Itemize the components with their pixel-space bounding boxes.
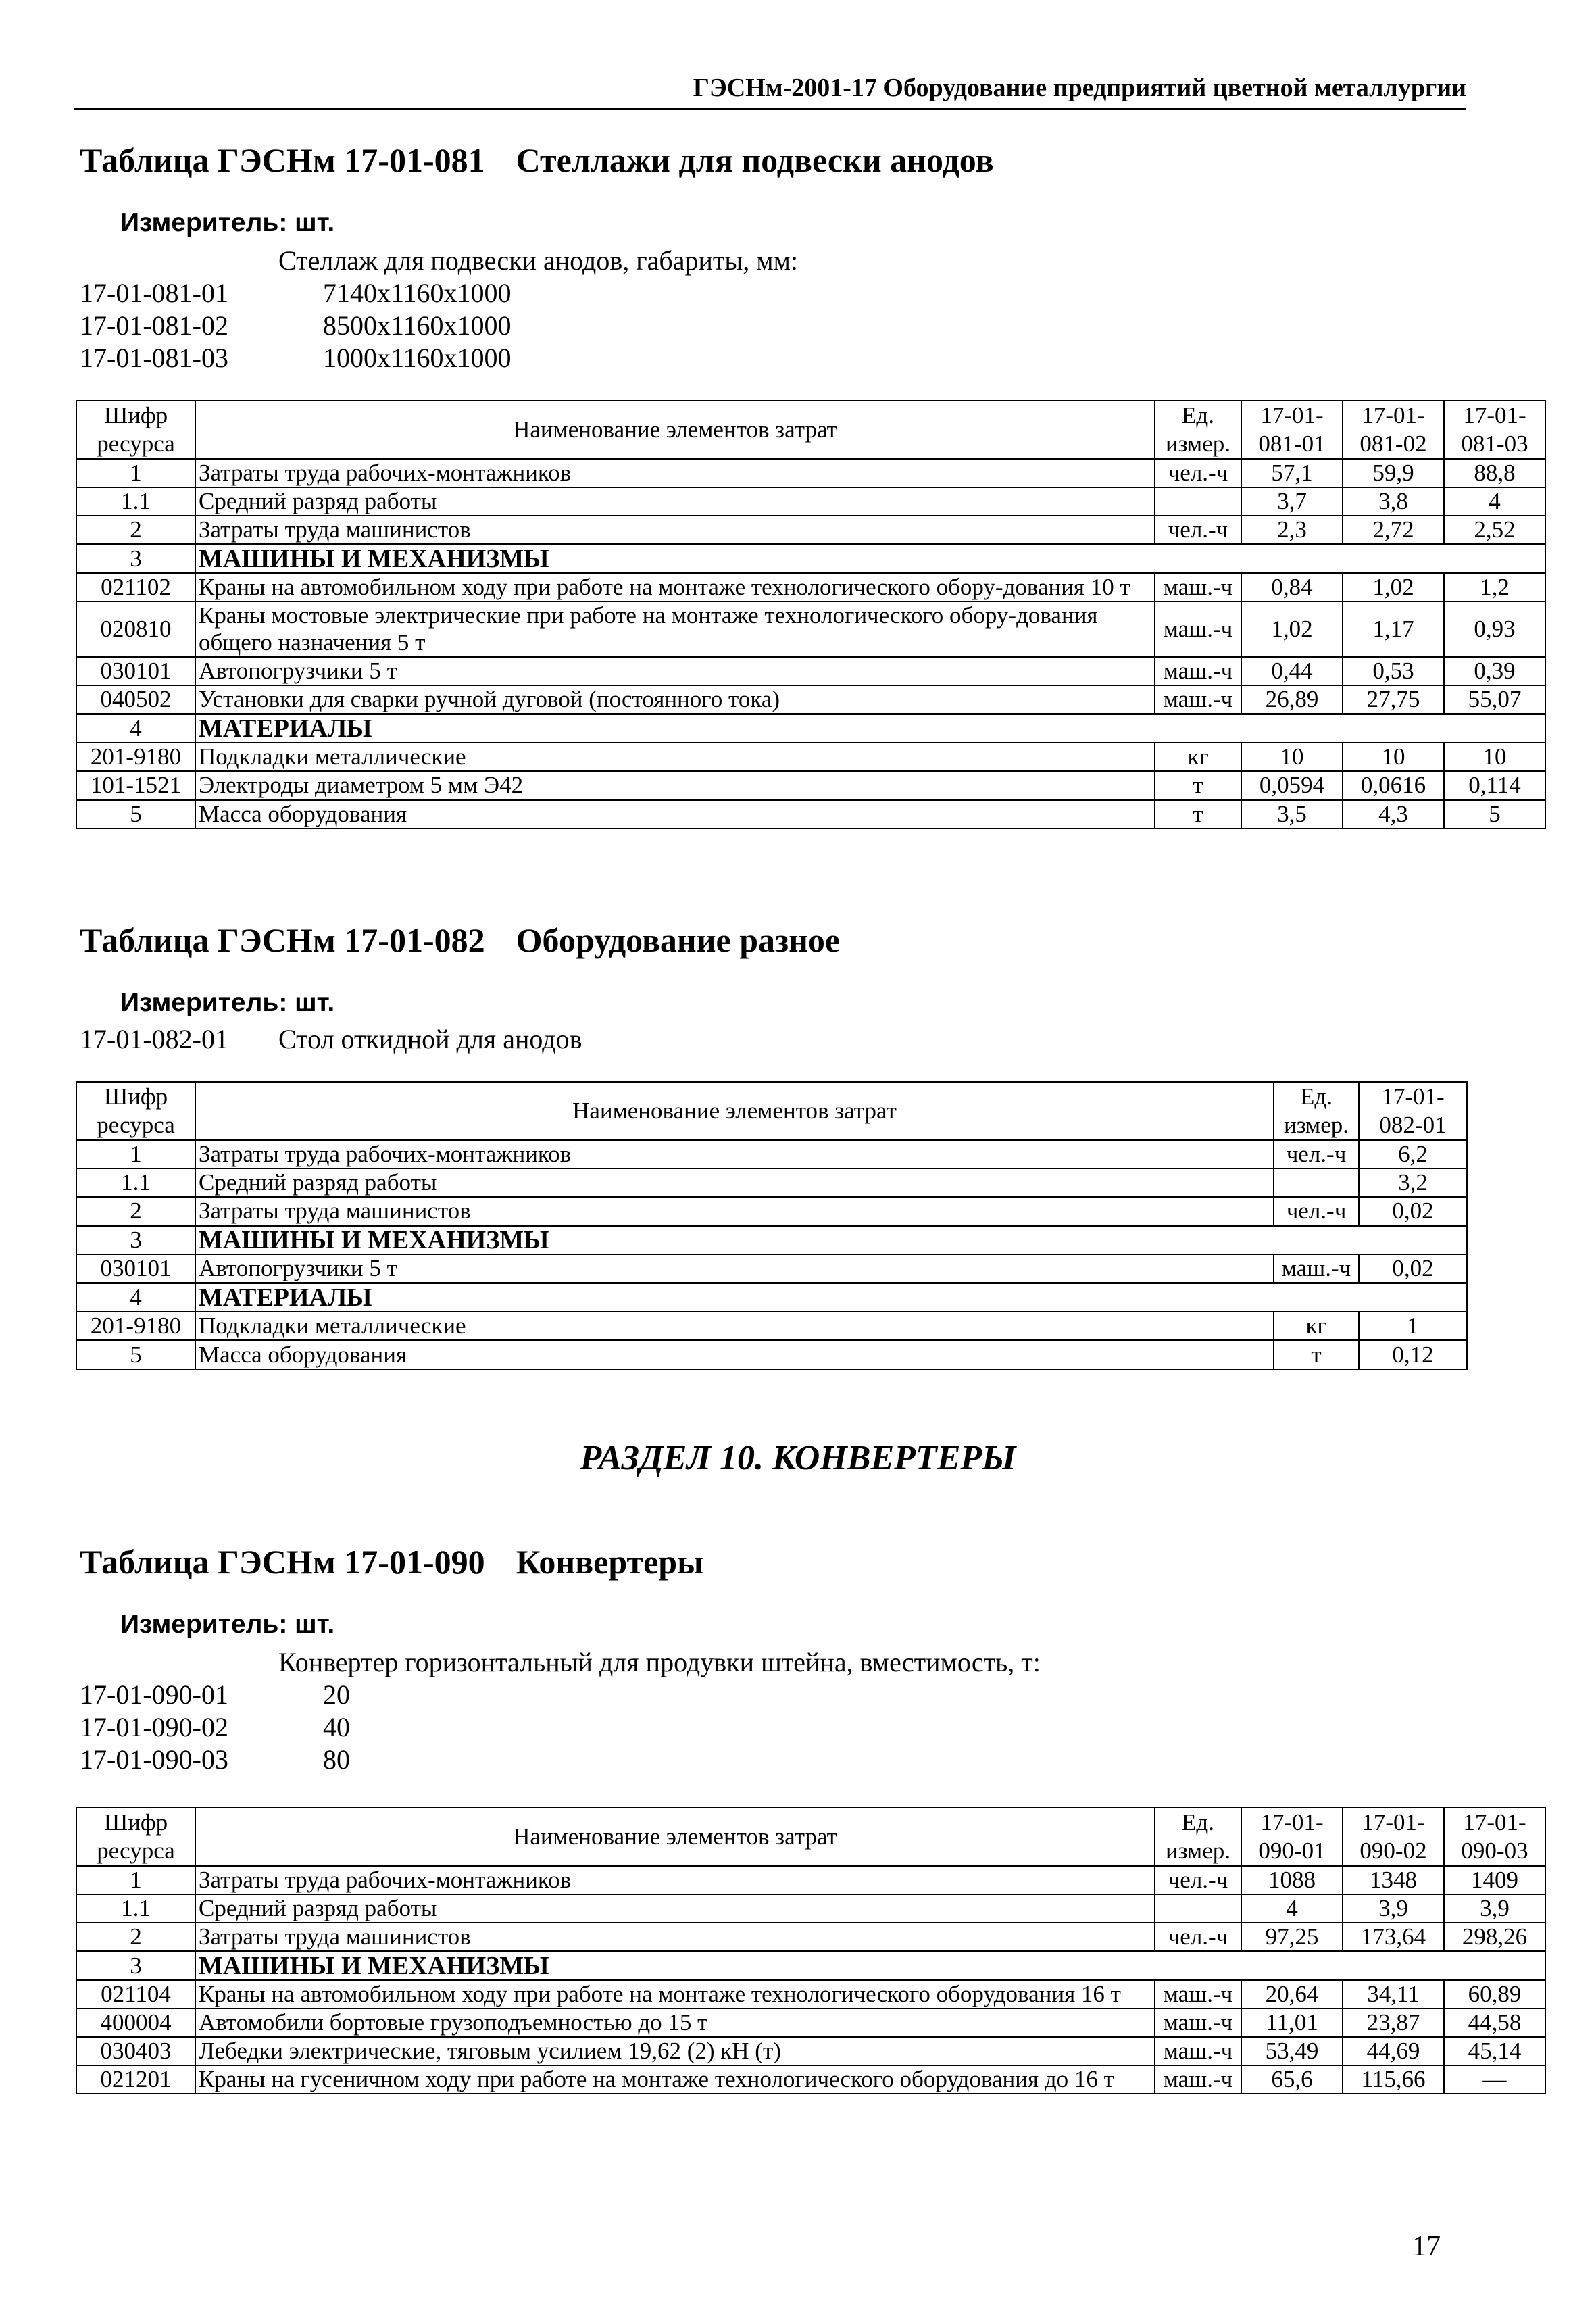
cell-value: 1,17: [1343, 601, 1444, 657]
cell-unit: маш.-ч: [1155, 685, 1241, 714]
table-082-body: [76, 1140, 1467, 1369]
cell-name: Автомобили бортовые грузоподъемностью до 15 т: [195, 2009, 1155, 2037]
cell-cipher: 1: [76, 1866, 195, 1894]
cell-unit: маш.-ч: [1155, 2009, 1241, 2037]
cell-value: 45,14: [1444, 2037, 1545, 2065]
cell-unit: чел.-ч: [1155, 1866, 1241, 1894]
cell-cipher: 040502: [76, 685, 195, 714]
cell-name: Лебедки электрические, тяговым усилием 19,62 (2) кН (т): [195, 2037, 1155, 2065]
table-081-variant-value: 1000x1160x1000: [323, 343, 512, 373]
table-081-title-code: Таблица ГЭСНм 17-01-081: [80, 141, 485, 179]
cell-value: 97,25: [1241, 1923, 1343, 1952]
cell-name: Масса оборудования: [195, 1341, 1274, 1370]
cell-value: 10: [1343, 743, 1444, 771]
table-090-unit: Измеритель: шт.: [120, 1610, 335, 1639]
table-090-variant-code: 17-01-090-02: [80, 1712, 228, 1742]
table-row: [76, 685, 1545, 714]
cell-name: Затраты труда машинистов: [195, 1923, 1155, 1952]
cell-name: Автопогрузчики 5 т: [195, 1254, 1274, 1283]
table-row: [76, 1168, 1467, 1197]
cell-unit: [1274, 1168, 1359, 1197]
cell-cipher: 201-9180: [76, 1312, 195, 1341]
table-081-title: [80, 141, 994, 180]
cell-cipher: 3: [76, 545, 195, 574]
table-row: [76, 516, 1545, 545]
cell-value: 1: [1359, 1312, 1467, 1341]
cell-unit: чел.-ч: [1155, 459, 1241, 487]
table-081-unit: Измеритель: шт.: [120, 208, 335, 237]
section-row: [76, 1952, 1545, 1981]
col-header-cipher: Шифр ресурса: [76, 1082, 195, 1140]
cell-cipher: 1: [76, 459, 195, 487]
cell-value: 4,3: [1343, 800, 1444, 829]
section-row: [76, 1226, 1467, 1255]
cell-unit: маш.-ч: [1155, 2065, 1241, 2094]
header-rule: [74, 108, 1466, 110]
cell-value: 1348: [1343, 1866, 1444, 1894]
cell-value: 3,2: [1359, 1168, 1467, 1197]
table-090-grid: [76, 1807, 1546, 2094]
cell-unit: кг: [1274, 1312, 1359, 1341]
cell-unit: т: [1155, 771, 1241, 800]
cell-value: 1409: [1444, 1866, 1545, 1894]
cell-cipher: 2: [76, 516, 195, 545]
table-row: [76, 1923, 1545, 1952]
table-090-variant-value: 20: [323, 1679, 350, 1710]
cell-name: Краны мостовые электрические при работе на монтаже технологического обору-дования общего назначения 5 т: [195, 601, 1155, 657]
cell-value: 0,114: [1444, 771, 1545, 800]
cell-value: 1088: [1241, 1866, 1343, 1894]
col-header-value: 17-01-081-02: [1343, 401, 1444, 459]
cell-section-name: МАШИНЫ И МЕХАНИЗМЫ: [195, 545, 1545, 574]
cell-name: Электроды диаметром 5 мм Э42: [195, 771, 1155, 800]
cell-value: 0,84: [1241, 573, 1343, 601]
cell-value: 0,0594: [1241, 771, 1343, 800]
cell-name: Средний разряд работы: [195, 487, 1155, 516]
cell-cipher: 030403: [76, 2037, 195, 2065]
table-row: [76, 800, 1545, 829]
cell-cipher: 030101: [76, 1254, 195, 1283]
table-081-variant-value: 8500x1160x1000: [323, 310, 512, 341]
cell-value: 0,53: [1343, 657, 1444, 685]
cell-value: 65,6: [1241, 2065, 1343, 2094]
cell-cipher: 020810: [76, 601, 195, 657]
table-081-body: [76, 459, 1545, 829]
section-title: РАЗДЕЛ 10. КОНВЕРТЕРЫ: [580, 1439, 1016, 1477]
table-row: [76, 1312, 1467, 1341]
col-header-value: 17-01-082-01: [1359, 1082, 1467, 1140]
cell-cipher: 2: [76, 1923, 195, 1952]
table-090-variant-value: 80: [323, 1744, 350, 1775]
cell-value: 3,5: [1241, 800, 1343, 829]
cell-value: 0,44: [1241, 657, 1343, 685]
cell-value: 3,9: [1343, 1894, 1444, 1923]
cell-unit: маш.-ч: [1274, 1254, 1359, 1283]
cell-value: 0,39: [1444, 657, 1545, 685]
table-090-title-code: Таблица ГЭСНм 17-01-090: [80, 1543, 485, 1581]
table-row: [76, 771, 1545, 800]
table-row: [76, 1341, 1467, 1370]
table-header-row: [76, 401, 1545, 459]
cell-cipher: 021104: [76, 1980, 195, 2009]
cell-value: 0,0616: [1343, 771, 1444, 800]
cell-cipher: 030101: [76, 657, 195, 685]
table-081-variant-code: 17-01-081-03: [80, 343, 228, 373]
cell-value: 4: [1444, 487, 1545, 516]
cell-unit: [1155, 1894, 1241, 1923]
table-081-variant-code: 17-01-081-02: [80, 310, 228, 341]
table-090-title-name: Конвертеры: [516, 1543, 704, 1581]
cell-name: Автопогрузчики 5 т: [195, 657, 1155, 685]
table-090-variant-value: 40: [323, 1712, 350, 1742]
cell-cipher: 4: [76, 1283, 195, 1312]
col-header-name: Наименование элементов затрат: [195, 1082, 1274, 1140]
table-row: [76, 657, 1545, 685]
cell-value: 55,07: [1444, 685, 1545, 714]
table-081-grid: [76, 400, 1546, 829]
table-row: [76, 1140, 1467, 1168]
page-number: 17: [1412, 2231, 1441, 2262]
cell-value: 59,9: [1343, 459, 1444, 487]
cell-unit: [1155, 487, 1241, 516]
cell-unit: чел.-ч: [1274, 1197, 1359, 1226]
table-082-title: [80, 920, 840, 960]
cell-name: Масса оборудования: [195, 800, 1155, 829]
cell-value: 298,26: [1444, 1923, 1545, 1952]
cell-section-name: МАШИНЫ И МЕХАНИЗМЫ: [195, 1952, 1545, 1981]
cell-cipher: 1: [76, 1140, 195, 1168]
table-090-variant-code: 17-01-090-03: [80, 1744, 228, 1775]
cell-name: Затраты труда машинистов: [195, 1197, 1274, 1226]
table-082-grid: [76, 1081, 1468, 1370]
col-header-unit: Ед. измер.: [1155, 1808, 1241, 1866]
col-header-cipher: Шифр ресурса: [76, 401, 195, 459]
table-row: [76, 1894, 1545, 1923]
table-header-row: [76, 1082, 1467, 1140]
cell-value: 20,64: [1241, 1980, 1343, 2009]
cell-value: 3,9: [1444, 1894, 1545, 1923]
cell-cipher: 3: [76, 1952, 195, 1981]
cell-value: 44,69: [1343, 2037, 1444, 2065]
cell-unit: маш.-ч: [1155, 1980, 1241, 2009]
cell-cipher: 1.1: [76, 1168, 195, 1197]
col-header-name: Наименование элементов затрат: [195, 401, 1155, 459]
table-090-title: [80, 1542, 703, 1581]
cell-value: 34,11: [1343, 1980, 1444, 2009]
cell-unit: чел.-ч: [1155, 1923, 1241, 1952]
cell-section-name: МАТЕРИАЛЫ: [195, 1283, 1467, 1312]
cell-value: 0,02: [1359, 1197, 1467, 1226]
table-row: [76, 743, 1545, 771]
cell-value: 23,87: [1343, 2009, 1444, 2037]
cell-cipher: 1.1: [76, 1894, 195, 1923]
cell-cipher: 5: [76, 1341, 195, 1370]
cell-value: 5: [1444, 800, 1545, 829]
cell-cipher: 201-9180: [76, 743, 195, 771]
cell-unit: т: [1274, 1341, 1359, 1370]
section-row: [76, 714, 1545, 743]
cell-value: 88,8: [1444, 459, 1545, 487]
cell-cipher: 5: [76, 800, 195, 829]
section-row: [76, 1283, 1467, 1312]
cell-unit: маш.-ч: [1155, 573, 1241, 601]
table-090-desc: Конвертер горизонтальный для продувки штейна, вместимость, т:: [278, 1647, 1041, 1677]
cell-cipher: 021201: [76, 2065, 195, 2094]
cell-section-name: МАШИНЫ И МЕХАНИЗМЫ: [195, 1226, 1467, 1255]
col-header-name: Наименование элементов затрат: [195, 1808, 1155, 1866]
cell-cipher: 101-1521: [76, 771, 195, 800]
cell-value: 0,12: [1359, 1341, 1467, 1370]
table-082-title-name: Оборудование разное: [516, 921, 841, 959]
table-row: [76, 487, 1545, 516]
cell-cipher: 021102: [76, 573, 195, 601]
cell-value: 1,02: [1343, 573, 1444, 601]
cell-name: Затраты труда рабочих-монтажников: [195, 1140, 1274, 1168]
cell-unit: маш.-ч: [1155, 2037, 1241, 2065]
cell-value: 4: [1241, 1894, 1343, 1923]
cell-value: 10: [1444, 743, 1545, 771]
cell-value: 3,8: [1343, 487, 1444, 516]
cell-cipher: 2: [76, 1197, 195, 1226]
col-header-unit: Ед. измер.: [1155, 401, 1241, 459]
cell-value: 11,01: [1241, 2009, 1343, 2037]
cell-value: 1,02: [1241, 601, 1343, 657]
cell-unit: кг: [1155, 743, 1241, 771]
cell-cipher: 3: [76, 1226, 195, 1255]
cell-name: Краны на автомобильном ходу при работе на монтаже технологического обору-дования 10 т: [195, 573, 1155, 601]
cell-unit: чел.-ч: [1155, 516, 1241, 545]
cell-value: —: [1444, 2065, 1545, 2094]
table-081-variant-value: 7140x1160x1000: [323, 278, 512, 308]
table-row: [76, 459, 1545, 487]
col-header-value: 17-01-081-03: [1444, 401, 1545, 459]
cell-value: 53,49: [1241, 2037, 1343, 2065]
cell-value: 6,2: [1359, 1140, 1467, 1168]
table-row: [76, 1866, 1545, 1894]
col-header-unit: Ед. измер.: [1274, 1082, 1359, 1140]
running-header: ГЭСНм-2001-17 Оборудование предприятий цветной металлургии: [693, 74, 1466, 102]
cell-name: Затраты труда рабочих-монтажников: [195, 459, 1155, 487]
cell-section-name: МАТЕРИАЛЫ: [195, 714, 1545, 743]
cell-unit: маш.-ч: [1155, 657, 1241, 685]
table-row: [76, 1980, 1545, 2009]
cell-value: 2,72: [1343, 516, 1444, 545]
cell-value: 3,7: [1241, 487, 1343, 516]
cell-unit: маш.-ч: [1155, 601, 1241, 657]
table-row: [76, 2009, 1545, 2037]
cell-unit: т: [1155, 800, 1241, 829]
cell-value: 115,66: [1343, 2065, 1444, 2094]
cell-unit: чел.-ч: [1274, 1140, 1359, 1168]
cell-value: 2,52: [1444, 516, 1545, 545]
cell-name: Установки для сварки ручной дуговой (постоянного тока): [195, 685, 1155, 714]
cell-value: 173,64: [1343, 1923, 1444, 1952]
table-row: [76, 2065, 1545, 2094]
col-header-cipher: Шифр ресурса: [76, 1808, 195, 1866]
cell-value: 26,89: [1241, 685, 1343, 714]
table-header-row: [76, 1808, 1545, 1866]
cell-value: 2,3: [1241, 516, 1343, 545]
table-row: [76, 601, 1545, 657]
table-082-unit: Измеритель: шт.: [120, 988, 335, 1017]
cell-value: 44,58: [1444, 2009, 1545, 2037]
cell-name: Краны на гусеничном ходу при работе на монтаже технологического оборудования до 16 т: [195, 2065, 1155, 2094]
cell-name: Средний разряд работы: [195, 1894, 1155, 1923]
cell-name: Затраты труда машинистов: [195, 516, 1155, 545]
cell-name: Затраты труда рабочих-монтажников: [195, 1866, 1155, 1894]
table-081-variant-code: 17-01-081-01: [80, 278, 228, 308]
cell-cipher: 1.1: [76, 487, 195, 516]
table-row: [76, 1254, 1467, 1283]
table-090-body: [76, 1866, 1545, 2094]
col-header-value: 17-01-090-01: [1241, 1808, 1343, 1866]
table-082-variant-code: 17-01-082-01: [80, 1024, 228, 1054]
table-082-title-code: Таблица ГЭСНм 17-01-082: [80, 921, 485, 959]
cell-cipher: 400004: [76, 2009, 195, 2037]
cell-value: 57,1: [1241, 459, 1343, 487]
cell-cipher: 4: [76, 714, 195, 743]
table-081-title-name: Стеллажи для подвески анодов: [516, 141, 994, 179]
cell-name: Подкладки металлические: [195, 1312, 1274, 1341]
cell-name: Средний разряд работы: [195, 1168, 1274, 1197]
col-header-value: 17-01-090-03: [1444, 1808, 1545, 1866]
section-row: [76, 545, 1545, 574]
table-row: [76, 573, 1545, 601]
col-header-value: 17-01-090-02: [1343, 1808, 1444, 1866]
cell-name: Подкладки металлические: [195, 743, 1155, 771]
cell-value: 10: [1241, 743, 1343, 771]
cell-value: 60,89: [1444, 1980, 1545, 2009]
cell-value: 0,93: [1444, 601, 1545, 657]
table-081-desc: Стеллаж для подвески анодов, габариты, мм:: [278, 245, 799, 276]
table-row: [76, 1197, 1467, 1226]
cell-value: 27,75: [1343, 685, 1444, 714]
cell-name: Краны на автомобильном ходу при работе на монтаже технологического оборудования 16 т: [195, 1980, 1155, 2009]
table-row: [76, 2037, 1545, 2065]
table-082-variant-name: Стол откидной для анодов: [278, 1024, 582, 1054]
cell-value: 0,02: [1359, 1254, 1467, 1283]
table-090-variant-code: 17-01-090-01: [80, 1679, 228, 1710]
col-header-value: 17-01-081-01: [1241, 401, 1343, 459]
cell-value: 1,2: [1444, 573, 1545, 601]
